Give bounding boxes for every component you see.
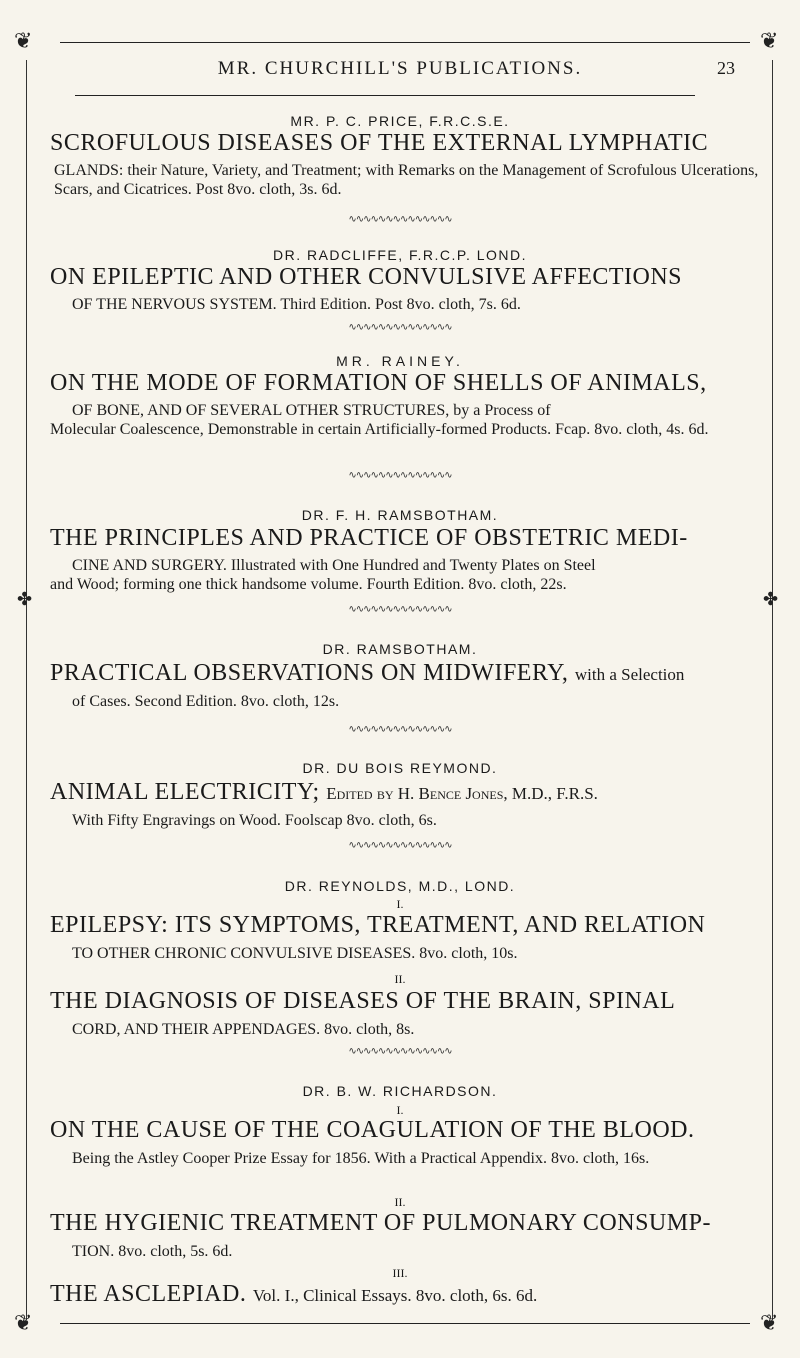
book-description-lead: OF BONE, AND OF SEVERAL OTHER STRUCTURES, by a Process of — [72, 402, 551, 419]
volume-numeral: I. — [396, 1103, 404, 1117]
book-title: THE DIAGNOSIS OF DISEASES OF THE BRAIN, SPINAL — [50, 988, 676, 1014]
volume-numeral: III. — [392, 1266, 408, 1280]
volume-numeral: I. — [396, 897, 404, 911]
wavy-separator: ∿∿∿∿∿∿∿∿∿∿∿∿∿∿ — [348, 1046, 452, 1057]
book-title: SCROFULOUS DISEASES OF THE EXTERNAL LYMPHATIC — [50, 130, 709, 156]
book-description: of Cases. Second Edition. 8vo. cloth, 12s. — [72, 693, 340, 710]
book-description: With Fifty Engravings on Wood. Foolscap 8vo. cloth, 6s. — [72, 812, 437, 829]
book-title-tail: with a Selection — [574, 665, 685, 684]
book-description: GLANDS: their Nature, Variety, and Treatment; with Remarks on the Management of Scrofulous Ulcerations, Scars, and Cicatrices. Post 8vo. cloth, 3s. 6d. — [54, 162, 759, 198]
author-heading: DR. F. H. RAMSBOTHAM. — [301, 507, 499, 523]
book-title-main: THE ASCLEPIAD. — [50, 1281, 247, 1307]
bottom-border-rule — [60, 1323, 750, 1324]
author-heading: DR. RADCLIFFE, F.R.C.P. LOND. — [272, 247, 528, 263]
running-header: MR. CHURCHILL'S PUBLICATIONS. — [217, 58, 583, 79]
book-title: ON THE MODE OF FORMATION OF SHELLS OF ANIMALS, — [50, 370, 707, 396]
book-title — [50, 1281, 760, 1308]
book-description: TO OTHER CHRONIC CONVULSIVE DISEASES. 8vo. cloth, 10s. — [72, 945, 518, 962]
wavy-separator: ∿∿∿∿∿∿∿∿∿∿∿∿∿∿ — [348, 604, 452, 615]
page-number: 23 — [717, 58, 735, 78]
author-heading: DR. B. W. RICHARDSON. — [302, 1083, 498, 1099]
author-heading: DR. REYNOLDS, M.D., LOND. — [284, 878, 516, 894]
book-title: EPILEPSY: ITS SYMPTOMS, TREATMENT, AND RELATION — [50, 912, 706, 938]
side-ornament-icon: ✤ — [763, 589, 779, 609]
book-title — [50, 779, 760, 806]
book-title-tail: Edited by H. Bence Jones, M.D., F.R.S. — [326, 784, 598, 803]
author-heading: DR. RAMSBOTHAM. — [322, 641, 478, 657]
author-heading: DR. DU BOIS REYMOND. — [302, 760, 498, 776]
book-title — [50, 660, 760, 687]
book-title-main: PRACTICAL OBSERVATIONS ON MIDWIFERY, — [50, 660, 569, 686]
corner-flourish-icon: ❦ — [14, 28, 33, 53]
author-heading: MR. P. C. PRICE, F.R.C.S.E. — [290, 113, 510, 129]
book-description: TION. 8vo. cloth, 5s. 6d. — [72, 1243, 233, 1260]
book-description: and Wood; forming one thick handsome volume. Fourth Edition. 8vo. cloth, 22s. — [50, 576, 567, 593]
book-title: ON EPILEPTIC AND OTHER CONVULSIVE AFFECTIONS — [50, 264, 683, 290]
top-border-rule — [60, 42, 750, 43]
wavy-separator: ∿∿∿∿∿∿∿∿∿∿∿∿∿∿ — [348, 724, 452, 735]
book-description: Being the Astley Cooper Prize Essay for 1856. With a Practical Appendix. 8vo. cloth, 16s. — [72, 1150, 650, 1167]
wavy-separator: ∿∿∿∿∿∿∿∿∿∿∿∿∿∿ — [348, 840, 452, 851]
volume-numeral: II. — [394, 972, 406, 986]
book-title-tail: Vol. I., Clinical Essays. 8vo. cloth, 6s. 6d. — [252, 1286, 538, 1305]
book-description-lead: CINE AND SURGERY. Illustrated with One Hundred and Twenty Plates on Steel — [72, 557, 596, 574]
volume-numeral: II. — [394, 1195, 406, 1209]
corner-flourish-icon: ❦ — [760, 28, 779, 53]
wavy-separator: ∿∿∿∿∿∿∿∿∿∿∿∿∿∿ — [348, 322, 452, 333]
corner-flourish-icon: ❦ — [760, 1310, 779, 1335]
book-title: THE HYGIENIC TREATMENT OF PULMONARY CONSUMP- — [50, 1210, 711, 1236]
author-heading: MR. RAINEY. — [336, 353, 464, 369]
header-rule — [75, 95, 695, 96]
book-title: THE PRINCIPLES AND PRACTICE OF OBSTETRIC MEDI- — [50, 525, 688, 551]
wavy-separator: ∿∿∿∿∿∿∿∿∿∿∿∿∿∿ — [348, 214, 452, 225]
book-description: CORD, AND THEIR APPENDAGES. 8vo. cloth, 8s. — [72, 1021, 415, 1038]
book-description: OF THE NERVOUS SYSTEM. Third Edition. Post 8vo. cloth, 7s. 6d. — [72, 296, 521, 313]
side-ornament-icon: ✤ — [17, 589, 33, 609]
book-title-main: ANIMAL ELECTRICITY; — [50, 779, 320, 805]
book-description: Molecular Coalescence, Demonstrable in certain Artificially-formed Products. Fcap. 8vo. cloth, 4s. 6d. — [50, 421, 709, 438]
wavy-separator: ∿∿∿∿∿∿∿∿∿∿∿∿∿∿ — [348, 470, 452, 481]
book-title: ON THE CAUSE OF THE COAGULATION OF THE BLOOD. — [50, 1117, 695, 1143]
corner-flourish-icon: ❦ — [14, 1310, 33, 1335]
